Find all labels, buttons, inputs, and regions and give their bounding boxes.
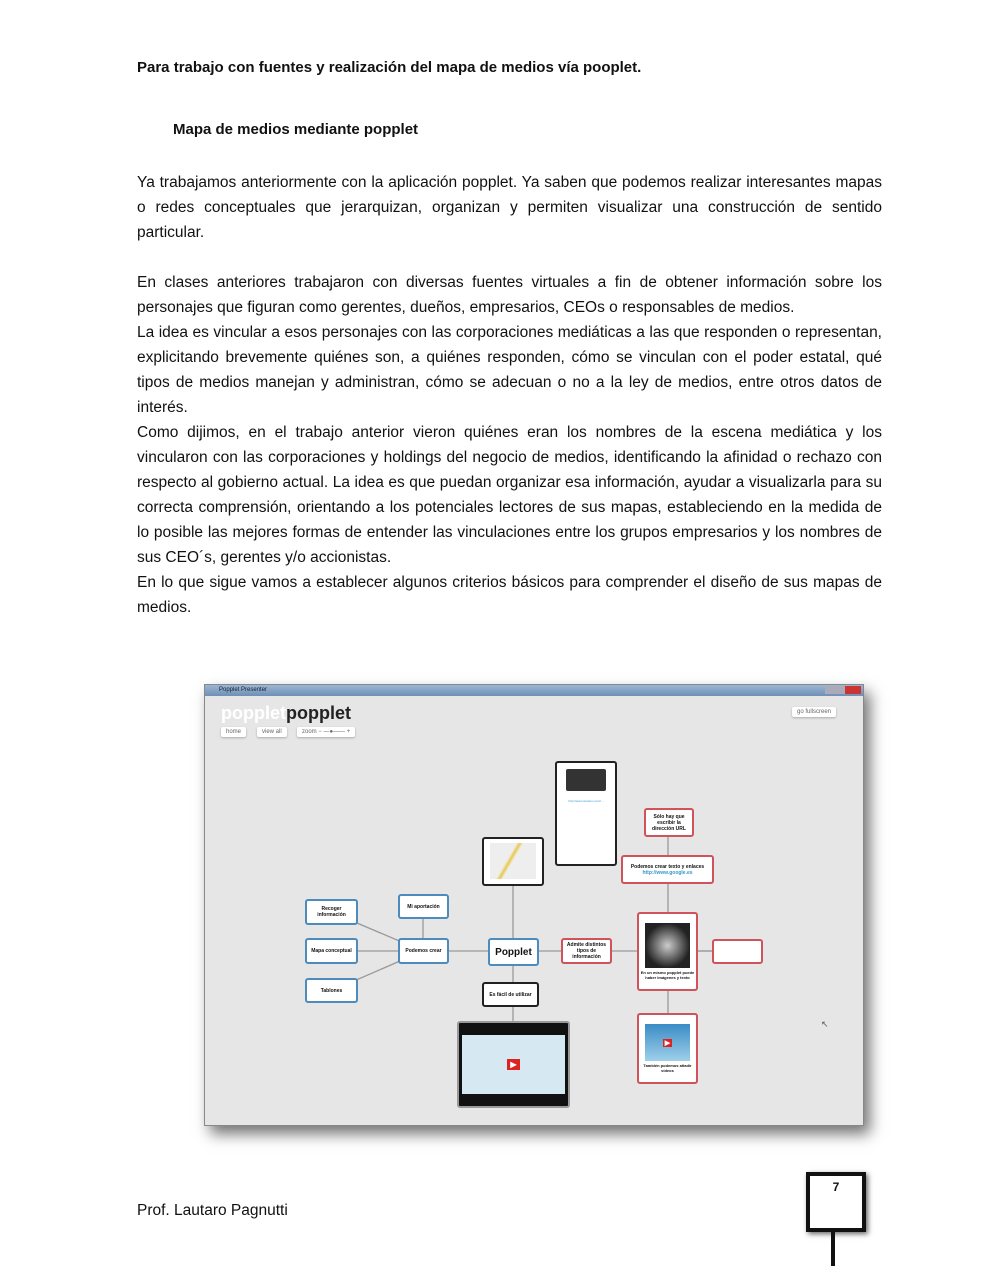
node-aportacion[interactable]: Mi aportación	[398, 894, 449, 919]
node-videos-label: También podemos añadir vídeos	[643, 1062, 692, 1073]
video-image	[645, 1024, 691, 1061]
node-empty[interactable]	[712, 939, 763, 964]
node-tablones[interactable]: Tablones	[305, 978, 358, 1003]
body-text	[137, 170, 882, 620]
page-number-line	[831, 1230, 835, 1266]
paragraph: Ya trabajamos anteriormente con la aplicación popplet. Ya saben que podemos realizar interesantes mapas o redes conceptuales que jerarquizan, organizan y permiten visualizar una construcción de sentido particular.	[137, 174, 882, 241]
node-imagenes-label: En un mismo popplet puede haber imágenes y texto	[640, 970, 695, 980]
node-video-thumbnail[interactable]	[457, 1021, 570, 1108]
camera-image	[566, 769, 607, 791]
home-button[interactable]: home	[221, 727, 246, 737]
node-popplet[interactable]: Popplet	[488, 938, 539, 966]
window-title: Popplet Presenter	[219, 687, 268, 693]
mandala-image	[645, 923, 691, 968]
map-image	[490, 843, 536, 879]
node-podemos[interactable]: Podemos crear	[398, 938, 449, 964]
mouse-cursor-icon: ↖	[821, 1019, 829, 1029]
node-texto-label: Podemos crear texto y enlaces	[630, 863, 705, 870]
node-facil[interactable]: Es fácil de utilizar	[482, 982, 539, 1007]
view-all-button[interactable]: view all	[257, 727, 287, 737]
camera-link[interactable]: http://www.amazon.com/...	[568, 799, 604, 803]
paragraph: En clases anteriores trabajaron con diversas fuentes virtuales a fin de obtener información sobre los personajes que figuran como gerentes, dueños, empresarios, CEOs o responsables de medios.	[137, 274, 882, 316]
paragraph: Como dijimos, en el trabajo anterior vieron quiénes eran los nombres de la escena mediática y los vincularon con las corporaciones y holdings del negocio de medios, identificando la afinidad o rechazo con respecto al gobierno actual. La idea es que puedan organizar esa información, ayudar a visualizarla para su correcta comprensión, orientando a los potenciales lectores de sus mapas, estableciendo en la medida de lo posible las mejores formas de entender las vinculaciones entre los grupos empresarios y los nombres de sus CEO´s, gerentes y/o accionistas.	[137, 424, 882, 566]
node-recoger[interactable]: Recoger información	[305, 899, 358, 925]
play-icon: ▶	[507, 1059, 519, 1070]
paragraph: En lo que sigue vamos a establecer algunos criterios básicos para comprender el diseño de sus mapas de medios.	[137, 574, 882, 616]
paragraph: La idea es vincular a esos personajes con las corporaciones mediáticas a las que responden o representan, explicitando brevemente quiénes son, a quiénes responden, cómo se vinculan con el poder estatal, qué tipos de medios manejan y administran, cómo se adecuan o no a la ley de medios, entre otros datos de interés.	[137, 324, 882, 416]
popplet-screenshot	[204, 684, 864, 1126]
node-videos[interactable]	[637, 1013, 698, 1084]
footer-author: Prof. Lautaro Pagnutti	[137, 1202, 288, 1219]
zoom-slider[interactable]: − —●—— +	[318, 729, 351, 735]
node-link[interactable]: http://www.google.es	[642, 869, 693, 876]
zoom-label: zoom	[302, 729, 317, 735]
node-texto[interactable]	[621, 855, 714, 884]
subheading: Mapa de medios mediante popplet	[173, 121, 419, 138]
node-map-image[interactable]	[482, 837, 544, 886]
node-camera[interactable]	[555, 761, 617, 866]
page-number: 7	[806, 1172, 866, 1232]
node-solo[interactable]: Sólo hay que escribir la dirección URL	[644, 808, 694, 837]
heading: Para trabajo con fuentes y realización del mapa de medios vía pooplet.	[137, 59, 642, 76]
play-icon: ▶	[664, 1039, 671, 1047]
logo-ghost: popplet	[221, 703, 286, 723]
node-mapa[interactable]: Mapa conceptual	[305, 938, 358, 964]
video-thumbnail	[462, 1035, 566, 1093]
node-imagenes[interactable]	[637, 912, 698, 991]
fullscreen-button[interactable]: go fullscreen	[792, 707, 836, 717]
logo-text: popplet	[286, 703, 351, 723]
node-admite[interactable]: Admite distintos tipos de información	[561, 938, 612, 964]
